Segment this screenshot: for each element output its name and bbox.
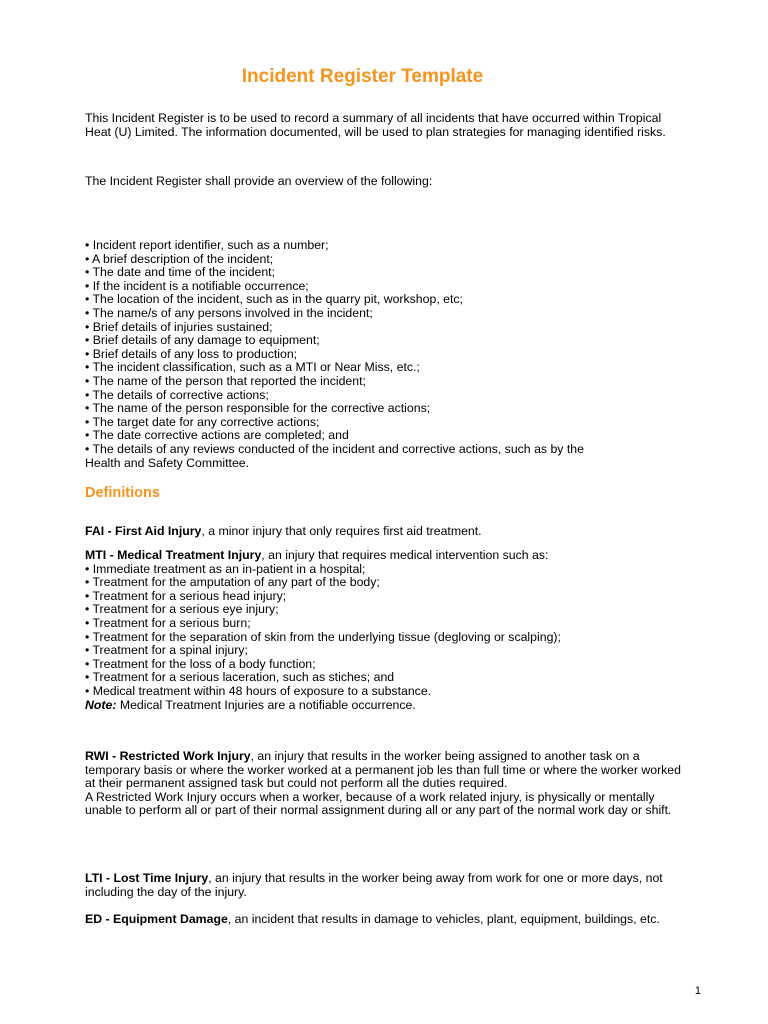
definition-text: , a minor injury that only requires first aid treatment.: [201, 524, 482, 538]
mti-treatment-list: [85, 563, 685, 699]
list-item: • Treatment for a serious laceration, such as stiches; and: [85, 670, 395, 685]
list-item: • Treatment for the amputation of any part of the body;: [85, 575, 380, 590]
list-item: • Brief details of any loss to production;: [85, 346, 298, 361]
note-text: Medical Treatment Injuries are a notifiable occurrence.: [116, 697, 416, 712]
list-item: • Treatment for the loss of a body function;: [85, 656, 316, 671]
page-number: 1: [694, 985, 701, 997]
overview-paragraph: The Incident Register shall provide an overview of the following:: [85, 174, 433, 188]
definition-text: A Restricted Work Injury occurs when a worker, because of a work related injury, is physically or mentally unable to perform all or part of their normal assignment during all or any part of the normal work day or shift.: [85, 789, 672, 818]
list-item: • The details of any reviews conducted of the incident and corrective actions, such as by the: [85, 441, 584, 456]
document-title: Incident Register Template: [241, 66, 484, 87]
list-item: • The date corrective actions are completed; and: [85, 428, 349, 443]
list-item: • Treatment for a serious eye injury;: [85, 602, 279, 617]
definition-lti: [85, 872, 685, 899]
list-item: Health and Safety Committee.: [85, 455, 250, 470]
list-item: • The name/s of any persons involved in the incident;: [85, 305, 373, 320]
definition-term: LTI - Lost Time Injury: [85, 871, 209, 885]
list-item: • The target date for any corrective actions;: [85, 414, 320, 429]
list-item: • The incident classification, such as a MTI or Near Miss, etc.;: [85, 360, 420, 375]
list-item: • Incident report identifier, such as a number;: [85, 238, 329, 252]
definition-rwi: [85, 750, 685, 818]
list-item: • A brief description of the incident;: [85, 251, 274, 266]
note-label: Note:: [85, 697, 117, 712]
definition-ed: [85, 913, 685, 927]
requirements-list: [85, 239, 584, 470]
definition-text: , an injury that results in the worker being away from work for one or more days, not including the day of the injury.: [85, 871, 663, 899]
definition-text: , an injury that results in the worker being assigned to another task on a temporary basis or where the worker worked at a permanent job les than full time or where the worker worked at their permanent assigned task but could not perform all the duties required.: [85, 749, 681, 791]
list-item: • Medical treatment within 48 hours of exposure to a substance.: [85, 683, 432, 698]
list-item: • Treatment for a serious head injury;: [85, 588, 287, 603]
definition-text: , an incident that results in damage to vehicles, plant, equipment, buildings, etc.: [227, 912, 660, 926]
list-item: • The name of the person that reported the incident;: [85, 373, 366, 388]
definition-fai: [85, 525, 685, 539]
list-item: • Brief details of any damage to equipment;: [85, 333, 320, 348]
list-item: • If the incident is a notifiable occurrence;: [85, 278, 309, 293]
definition-term: RWI - Restricted Work Injury: [85, 749, 251, 763]
list-item: • The name of the person responsible for the corrective actions;: [85, 401, 431, 416]
list-item: • Brief details of injuries sustained;: [85, 319, 273, 334]
list-item: • Treatment for the separation of skin from the underlying tissue (degloving or scalping);: [85, 629, 561, 644]
list-item: • The date and time of the incident;: [85, 265, 276, 280]
definition-term: ED - Equipment Damage: [85, 912, 228, 926]
definition-term: FAI - First Aid Injury: [85, 524, 202, 538]
list-item: • Immediate treatment as an in-patient in a hospital;: [85, 561, 366, 576]
definitions-heading: Definitions: [85, 485, 160, 501]
list-item: • The details of corrective actions;: [85, 387, 269, 402]
definition-mti: [85, 549, 685, 712]
list-item: • Treatment for a spinal injury;: [85, 643, 248, 658]
list-item: • Treatment for a serious burn;: [85, 615, 251, 630]
definition-text: , an injury that requires medical intervention such as:: [261, 548, 549, 562]
intro-paragraph: This Incident Register is to be used to record a summary of all incidents that have occurred within Tropical Heat (U) Limited. The information documented, will be used to plan strategies for managing identified risks.: [85, 111, 666, 139]
list-item: • The location of the incident, such as in the quarry pit, workshop, etc;: [85, 292, 463, 307]
definition-term: MTI - Medical Treatment Injury: [85, 548, 262, 562]
